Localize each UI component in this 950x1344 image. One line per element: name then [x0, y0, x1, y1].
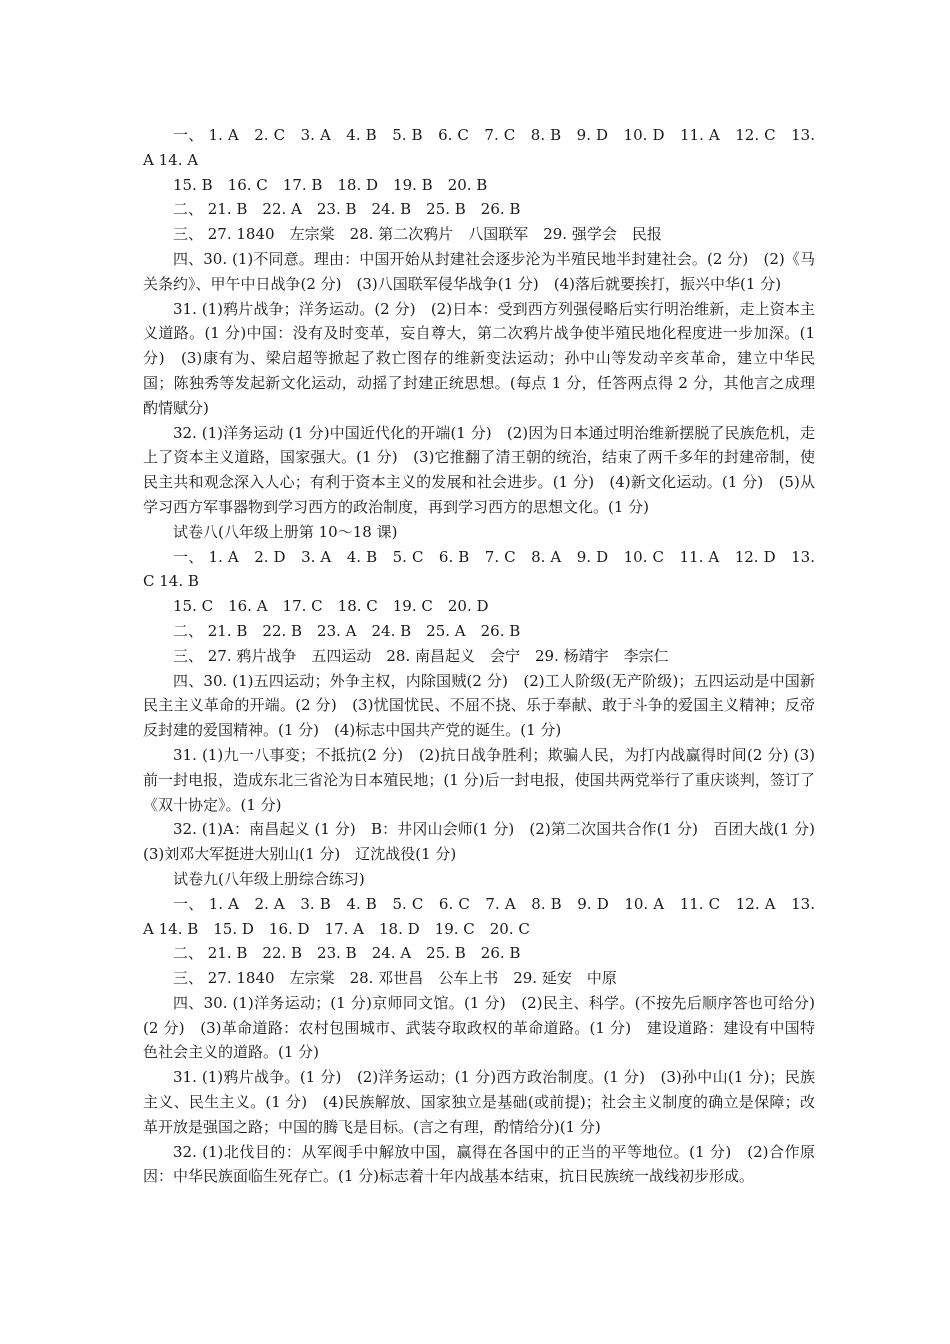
paper7-question30: 四、30. (1)不同意。理由：中国开始从封建社会逐步沦为半殖民地半封建社会。(2 分) (2)《马关条约》、甲午中日战争(2 分) (3)八国联军侵华战争(1 分) (4)落后就要挨打，振兴中华(1 分) [143, 249, 815, 293]
paper9-heading: 试卷九(八年级上册综合练习) [173, 869, 365, 888]
paper8-heading: 试卷八(八年级上册第 10～18 课) [173, 522, 398, 541]
paper7-section2: 二、 21. B 22. A 23. B 24. B 25. B 26. B [173, 200, 521, 219]
paper9-question31: 31. (1)鸦片战争。(1 分) (2)洋务运动；(1 分)西方政治制度。(1 分) (3)孙中山(1 分)；民族主义、民生主义。(1 分) (4)民族解放、国家独立是基础(或前提)；社会主义制度的确立是保障；改革开放是强国之路；中国的腾飞是目标。(言之有理，酌情给分)(1 分) [143, 1068, 815, 1136]
paper8-question32: 32. (1)A：南昌起义 (1 分) B：井冈山会师(1 分) (2)第二次国共合作(1 分) 百团大战(1 分) (3)刘邓大军挺进大别山(1 分) 辽沈战役(1 分) [143, 820, 831, 864]
paper7-question32: 32. (1)洋务运动 (1 分)中国近代化的开端(1 分) (2)因为日本通过明治维新摆脱了民族危机，走上了资本主义道路，国家强大。(1 分) (3)它推翻了清王朝的统治，结束了两千多年的封建帝制，使民主共和观念深入人心；有利于资本主义的发展和社会进步。(1 分) (4)新文化运动。(1 分) (5)从学习西方军事器物到学习西方的政治制度，再到学习西方的思想文化。(1 分) [143, 423, 815, 516]
paper9-section3: 三、 27. 1840 左宗棠 28. 邓世昌 公车上书 29. 延安 中原 [173, 969, 617, 988]
paper8-question31: 31. (1)九一八事变；不抵抗(2 分) (2)抗日战争胜利；欺骗人民，为打内战赢得时间(2 分) (3)前一封电报，造成东北三省沦为日本殖民地；(1 分)后一封电报，使国共两党举行了重庆谈判，签订了《双十协定》。(1 分) [143, 745, 815, 814]
paper9-question32: 32. (1)北伐目的：从军阀手中解放中国，赢得在各国中的正当的平等地位。(1 分) (2)合作原因：中华民族面临生死存亡。(1 分)标志着十年内战基本结束，抗日民族统一战线初步形成。 [143, 1142, 815, 1186]
paper7-question31: 31. (1)鸦片战争；洋务运动。(2 分) (2)日本：受到西方列强侵略后实行明治维新，走上资本主义道路。(1 分)中国：没有及时变革，妄自尊大，第二次鸦片战争使半殖民地化程度进一步加深。(1 分) (3)康有为、梁启超等掀起了救亡图存的维新变法运动；孙中山等发动辛亥革命，建立中华民国；陈独秀等发起新文化运动，动摇了封建正统思想。(每点 1 分，任答两点得 2 分，其他言之成理酌情赋分) [143, 299, 820, 417]
answer-key-document [143, 123, 831, 1189]
paper9-question30: 四、30. (1)洋务运动；(1 分)京师同文馆。(1 分) (2)民主、科学。(不按先后顺序答也可给分)(2 分) (3)革命道路：农村包围城市、武装夺取政权的革命道路。(1 分) 建设道路：建设有中国特色社会主义的道路。(1 分) [143, 993, 815, 1062]
paper8-section2: 二、 21. B 22. B 23. A 24. B 25. A 26. B [173, 621, 521, 640]
paper8-question30: 四、30. (1)五四运动；外争主权，内除国贼(2 分) (2)工人阶级(无产阶级)；五四运动是中国新民主主义革命的开端。(2 分) (3)忧国忧民、不屈不挠、乐于奉献、敢于斗争的爱国主义精神；反帝反封建的爱国精神。(1 分) (4)标志中国共产党的诞生。(1 分) [143, 671, 815, 740]
paper8-section1-line2: 15. C 16. A 17. C 18. C 19. C 20. D [173, 597, 489, 616]
paper8-section1-line1: 一、 1. A 2. D 3. A 4. B 5. C 6. B 7. C 8. A 9. D 10. C 11. A 12. D 13. C 14. B [143, 547, 820, 591]
paper8-section3: 三、 27. 鸦片战争 五四运动 28. 南昌起义 会宁 29. 杨靖宇 李宗仁 [173, 646, 669, 665]
paper9-section1: 一、 1. A 2. A 3. B 4. B 5. C 6. C 7. A 8. B 9. D 10. A 11. C 12. A 13. A 14. B 15. D 16. D 17. A 18. D 19. C 20. C [143, 894, 820, 938]
paper7-section1-line1: 一、 1. A 2. C 3. A 4. B 5. B 6. C 7. C 8. B 9. D 10. D 11. A 12. C 13. A 14. A [143, 126, 820, 169]
paper9-section2: 二、 21. B 22. B 23. B 24. A 25. B 26. B [173, 944, 521, 963]
paper7-section1-line2: 15. B 16. C 17. B 18. D 19. B 20. B [173, 175, 488, 194]
paper7-section3: 三、 27. 1840 左宗棠 28. 第二次鸦片 八国联军 29. 强学会 民报 [173, 225, 662, 244]
